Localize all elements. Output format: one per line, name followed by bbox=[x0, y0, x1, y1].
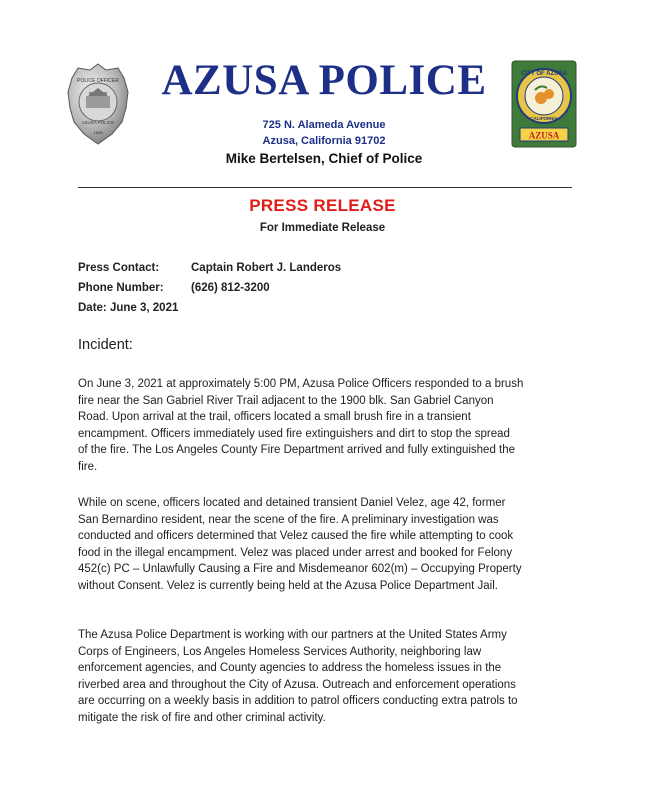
press-contact-value: Captain Robert J. Landeros bbox=[191, 262, 342, 274]
paragraph-line: fire. bbox=[78, 460, 98, 473]
agency-title: AZUSA POLICE bbox=[161, 57, 487, 104]
paragraph-line: Road. Upon arrival at the trail, officers located a small brush fire in a transient bbox=[78, 411, 471, 423]
paragraph-line: 452(c) PC – Unlawfully Causing a Fire and Misdemeanor 602(m) – Occupying Property bbox=[78, 563, 522, 575]
press-contact-row bbox=[78, 262, 341, 282]
incident-paragraph-2 bbox=[78, 495, 578, 594]
date-line: Date: June 3, 2021 bbox=[78, 302, 179, 314]
seal-banner-text: AZUSA bbox=[528, 130, 560, 141]
press-release-heading: PRESS RELEASE bbox=[249, 196, 396, 215]
paragraph-line: of the fire. The Los Angeles County Fire Department arrived and fully extinguished the bbox=[78, 444, 516, 456]
paragraph-line: riverbed area and throughout the City of Azusa. Outreach and enforcement operations bbox=[78, 678, 516, 691]
paragraph-line: enforcement agencies, and County agencies to address the homeless issues in the bbox=[78, 662, 502, 674]
paragraph-line: are occurring on a weekly basis in addition to patrol officers conducting extra patrols to bbox=[78, 695, 518, 707]
header-divider bbox=[78, 187, 572, 188]
contact-block bbox=[78, 262, 341, 322]
police-badge-logo bbox=[66, 62, 130, 146]
address-line-2: Azusa, California 91702 bbox=[262, 135, 386, 147]
press-contact-label: Press Contact: bbox=[78, 262, 160, 274]
immediate-release-subheading: For Immediate Release bbox=[259, 222, 386, 234]
paragraph-line: mitigate the risk of fire and other criminal activity. bbox=[78, 711, 326, 724]
incident-heading: Incident: bbox=[78, 337, 133, 353]
paragraph-line: Corps of Engineers, Los Angeles Homeless Services Authority, neighboring law bbox=[78, 645, 482, 658]
paragraph-line: While on scene, officers located and detained transient Daniel Velez, age 42, former bbox=[78, 497, 506, 509]
paragraph-line: without Consent. Velez is currently being held at the Azusa Police Department Jail. bbox=[78, 579, 498, 592]
paragraph-line: encampment. Officers immediately used fire extinguishers and dirt to stop the spread bbox=[78, 427, 510, 440]
paragraph-line: On June 3, 2021 at approximately 5:00 PM, Azusa Police Officers responded to a brush bbox=[78, 378, 524, 390]
badge-number: 1898 bbox=[93, 130, 103, 135]
seal-text-bottom: CALIFORNIA bbox=[530, 116, 558, 121]
date-row bbox=[78, 302, 341, 322]
incident-paragraph-1 bbox=[78, 376, 578, 475]
paragraph-line: fire near the San Gabriel River Trail adjacent to the 1900 blk. San Gabriel Canyon bbox=[78, 394, 494, 407]
paragraph-line: food in the illegal encampment. Velez was placed under arrest and booked for Felony bbox=[78, 546, 513, 559]
seal-text-top: CITY OF AZUSA bbox=[521, 71, 567, 77]
paragraph-line: San Bernardino resident, near the scene of the fire. A preliminary investigation was bbox=[78, 513, 499, 526]
incident-paragraph-3 bbox=[78, 627, 578, 726]
phone-value: (626) 812-3200 bbox=[191, 282, 270, 294]
paragraph-line: conducted and officers determined that Velez caused the fire while attempting to cook bbox=[78, 530, 514, 542]
badge-text-bottom: AZUSA POLICE bbox=[81, 120, 115, 125]
badge-text-top: POLICE OFFICER bbox=[77, 78, 119, 84]
city-seal-logo bbox=[511, 60, 577, 148]
paragraph-line: The Azusa Police Department is working with our partners at the United States Army bbox=[78, 629, 507, 641]
phone-label: Phone Number: bbox=[78, 282, 164, 294]
phone-row bbox=[78, 282, 341, 302]
chief-of-police-line: Mike Bertelsen, Chief of Police bbox=[225, 151, 423, 166]
address-line-1: 725 N. Alameda Avenue bbox=[262, 119, 386, 131]
